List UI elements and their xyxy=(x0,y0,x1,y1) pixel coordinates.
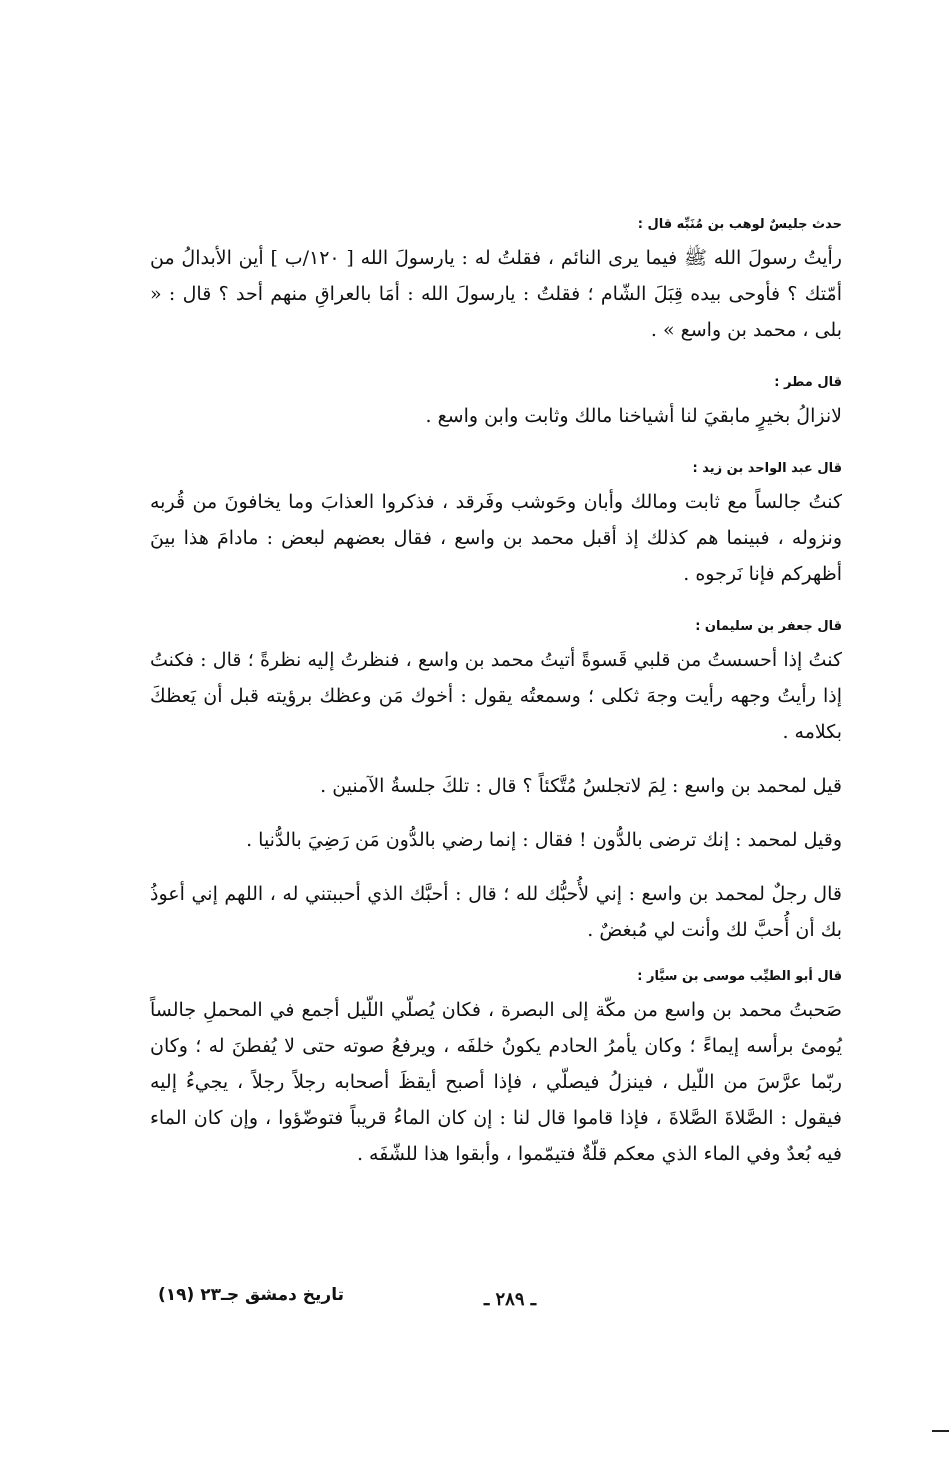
section-jafar xyxy=(150,616,842,750)
section-heading: قال جعفر بن سليمان : xyxy=(695,619,842,634)
section-qila-2 xyxy=(150,822,842,858)
paragraph: قيل لمحمد بن واسع : لِمَ لاتجلسُ مُتَّكئاً ؟ قال : تلكَ جلسةُ الآمنين . xyxy=(320,775,842,797)
paragraph: كنتُ إذا أحسستُ من قلبي قَسوةً أتيتُ محمد بن واسع ، فنظرتُ إليه نظرةً ؛ قال : فكنتُ إذا رأيتُ وجهه رأيت وجهَ ثكلى ؛ وسمعتُه يقول : أخوك مَن وعظك برؤيته قبل أن يَعظكَ بكلامه . xyxy=(150,649,842,743)
section-abd-alwahid xyxy=(150,458,842,592)
section-qila-1 xyxy=(150,768,842,804)
source-title: تاريخ دمشق جـ٢٣ (١٩) xyxy=(158,1285,344,1305)
section-wahb xyxy=(150,214,842,348)
section-rajul xyxy=(150,876,842,948)
paragraph: صَحبتُ محمد بن واسع من مكّة إلى البصرة ، فكان يُصلّي اللّيل أجمع في المحملِ جالساً يُومئ برأسه إيماءً ؛ وكان يأمرُ الحادم يكونُ خلفَه ، ويرفعُ صوته حتى لا يُفطنَ له ؛ وكان ربّما عرَّسَ من اللّيل ، فينزلُ فيصلّي ، فإذا أصبح أيقظَ أصحابه رجلاً رجلاً ، يجيءُ إليه فيقول : الصَّلاةَ الصَّلاةَ ، فإذا قاموا قال لنا : إن كان الماءُ قريباً فتوضّؤوا ، وإن كان الماء فيه بُعدٌ وفي الماء الذي معكم قلّةٌ فتيمّموا ، وأبقوا هذا للشّفَه . xyxy=(150,999,842,1165)
page-footer xyxy=(150,1283,842,1323)
section-matar xyxy=(150,372,842,434)
page-number: ـ ٢٨٩ ـ xyxy=(483,1289,537,1310)
main-text xyxy=(150,214,842,1172)
paragraph: لانزالُ بخيرٍ مابقيَ لنا أشياخنا مالك وثابت وابن واسع . xyxy=(425,405,842,427)
section-heading: قال عبد الواحد بن زيد : xyxy=(692,461,842,476)
paragraph: وقيل لمحمد : إنك ترضى بالدُّون ! فقال : إنما رضي بالدُّون مَن رَضِيَ بالدُّنيا . xyxy=(246,829,842,851)
paragraph: كنتُ جالساً مع ثابت ومالك وأبان وحَوشب وفَرقد ، فذكروا العذابَ وما يخافونَ من قُربه ونزوله ، فبينما هم كذلك إذ أقبل محمد بن واسع ، فقال بعضهم لبعض : مادامَ هذا بينَ أظهركم فإنا نَرجوه . xyxy=(150,491,842,585)
paragraph: قال رجلٌ لمحمد بن واسع : إني لأُحبُّك لله ؛ قال : أحبَّك الذي أحببتني له ، اللهم إني أعوذُ بك أن أُحبَّ لك وأنت لي مُبغضٌ . xyxy=(150,883,842,941)
section-heading: قال أبو الطيِّب موسى بن سيَّار : xyxy=(637,969,842,984)
paragraph: رأيتُ رسولَ الله ﷺ فيما يرى النائم ، فقلتُ له : يارسولَ الله [ ١٢٠/ب ] أين الأبدالُ من أمّتك ؟ فأوحى بيده قِبَلَ الشّام ؛ فقلتُ : يارسولَ الله : أمَا بالعراقِ منهم أحد ؟ قال : « بلى ، محمد بن واسع » . xyxy=(150,247,842,341)
section-heading: قال مطر : xyxy=(774,375,842,390)
section-abu-altayyib xyxy=(150,966,842,1172)
margin-mark xyxy=(932,1430,949,1432)
section-heading: حدث جليسٌ لوهب بن مُنَبِّه قال : xyxy=(637,217,842,232)
